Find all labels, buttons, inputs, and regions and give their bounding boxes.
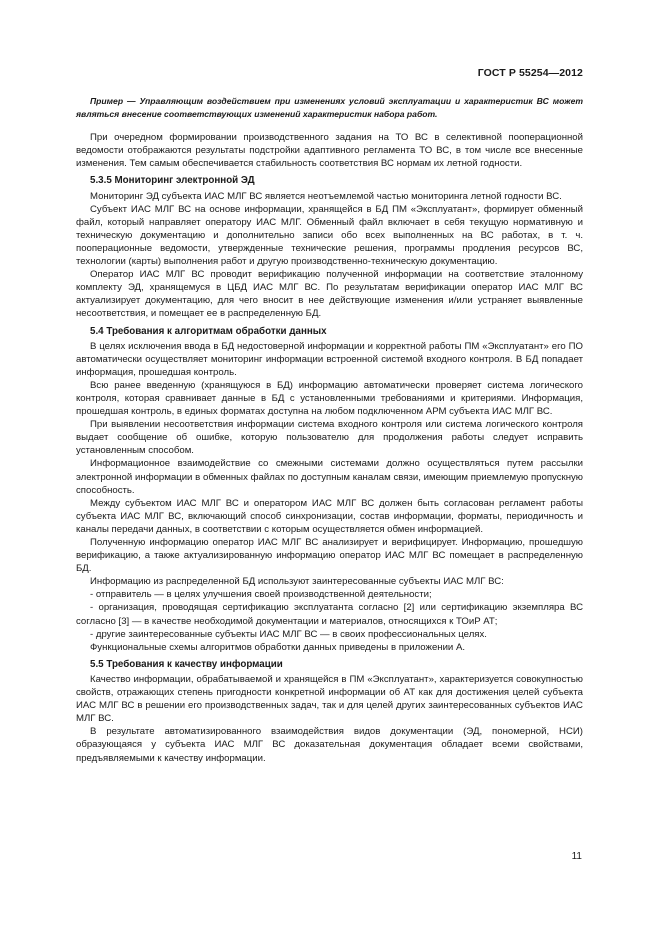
page-number: 11 [571,851,582,862]
paragraph: Информацию из распределенной БД используют заинтересованные субъекты ИАС МЛГ ВС: [90,576,504,588]
paragraph: Полученную информацию оператор ИАС МЛГ ВС анализирует и верифицирует. Информацию, прошедшую верификацию, а также актуализированную информацию оператор ИАС МЛГ ВС помещает в распределенную БД. [76,537,583,575]
paragraph: Субъект ИАС МЛГ ВС на основе информации, хранящейся в БД ПМ «Эксплуатант», формирует обменный файл, который направляет оператору ИАС МЛГ. Обменный файл включает в себя текущую нормативную и техническую документацию и дополнительно записи обо всех выполненных на ВС работах, в т. ч. пооперационные ведомости, утвержденные технические решения, программы продления ресурсов ВС, технологии (карты) выполнения работ и другую производственно-техническую документацию. [76,203,583,268]
paragraph: Оператор ИАС МЛГ ВС проводит верификацию полученной информации на соответствие эталонному комплекту ЭД, хранящемуся в ЦБД ИАС МЛГ ВС. По результатам верификации оператор ИАС МЛГ ВС актуализирует документацию, для чего вносит в нее действующие изменения и/или устраняет выявленные несоответствия, и помещает ее в распределенную БД. [76,269,583,320]
list-item: - другие заинтересованные субъекты ИАС МЛГ ВС — в своих профессиональных целях. [90,628,487,640]
list-item: - отправитель — в целях улучшения своей производственной деятельности; [90,589,432,601]
list-item: - организация, проводящая сертификацию эксплуатанта согласно [2] или сертификацию экземпляра ВС согласно [3] — в качестве необходимой документации и материалов, относящихся к ТОиР АТ; [76,602,583,627]
standard-number: ГОСТ Р 55254—2012 [477,67,583,79]
section-heading-5-5: 5.5 Требования к качеству информации [90,658,283,670]
paragraph: Всю ранее введенную (хранящуюся в БД) информацию автоматически проверяет система логического контроля, которая сравнивает данные в БД с установленными требованиями и критериями. Информация, прошедшая контроль, в единых форматах доступна на любом подключенном АРМ субъекта ИАС МЛГ ВС. [76,379,583,418]
section-heading-5-4: 5.4 Требования к алгоритмам обработки данных [90,325,327,337]
paragraph: В результате автоматизированного взаимодействия видов документации (ЭД, пономерной, НСИ) образующаяся у субъекта ИАС МЛГ ВС доказательная документация обладает всеми свойствами, предъявляемыми к качеству информации. [76,726,583,764]
paragraph: В целях исключения ввода в БД недостоверной информации и корректной работы ПМ «Эксплуатант» его ПО автоматически осуществляет мониторинг информации встроенной системой входного контроля. В БД попадает информация, прошедшая контроль. [76,340,583,378]
paragraph: Между субъектом ИАС МЛГ ВС и оператором ИАС МЛГ ВС должен быть согласован регламент работы субъекта ИАС МЛГ ВС, включающий способ синхронизации, состав информации, форматы, периодичность и каналы передачи данных, в соответствии с которым осуществляется обмен информацией. [76,497,583,535]
example-note: Пример — Управляющим воздействием при изменениях условий эксплуатации и характеристик ВС может являться внесение соответствующих изменений характеристик набора работ. [76,96,583,119]
paragraph: При очередном формировании производственного задания на ТО ВС в селективной пооперационной ведомости отображаются результаты подстройки адаптивного регламента ТО ВС, в том числе все внесенные изменения. Тем самым обеспечивается стабильность соответствия ВС нормам их летной годности. [76,132,583,170]
paragraph: Функциональные схемы алгоритмов обработки данных приведены в приложении А. [90,641,466,653]
paragraph: При выявлении несоответствия информации система входного контроля или система логического контроля выдает сообщение об ошибке, которую пользователю для продолжения работы следует исправить установленным способом. [76,419,583,457]
paragraph: Качество информации, обрабатываемой и хранящейся в ПМ «Эксплуатант», характеризуется совокупностью свойств, отражающих степень пригодности конкретной информации об АТ как для достижения целей субъекта ИАС МЛГ ВС в решении его производственных задач, так и для целей других заинтересованных субъектов ИАС МЛГ ВС. [76,673,583,725]
paragraph: Мониторинг ЭД субъекта ИАС МЛГ ВС является неотъемлемой частью мониторинга летной годности ВС. [90,190,562,202]
paragraph: Информационное взаимодействие со смежными системами должно осуществляться путем рассылки электронной информации в обменных файлах по доступным каналам связи, имеющим приемлемую пропускную способность. [76,458,583,496]
page-content [76,95,583,765]
section-heading-5-3-5: 5.3.5 Мониторинг электронной ЭД [90,175,255,187]
